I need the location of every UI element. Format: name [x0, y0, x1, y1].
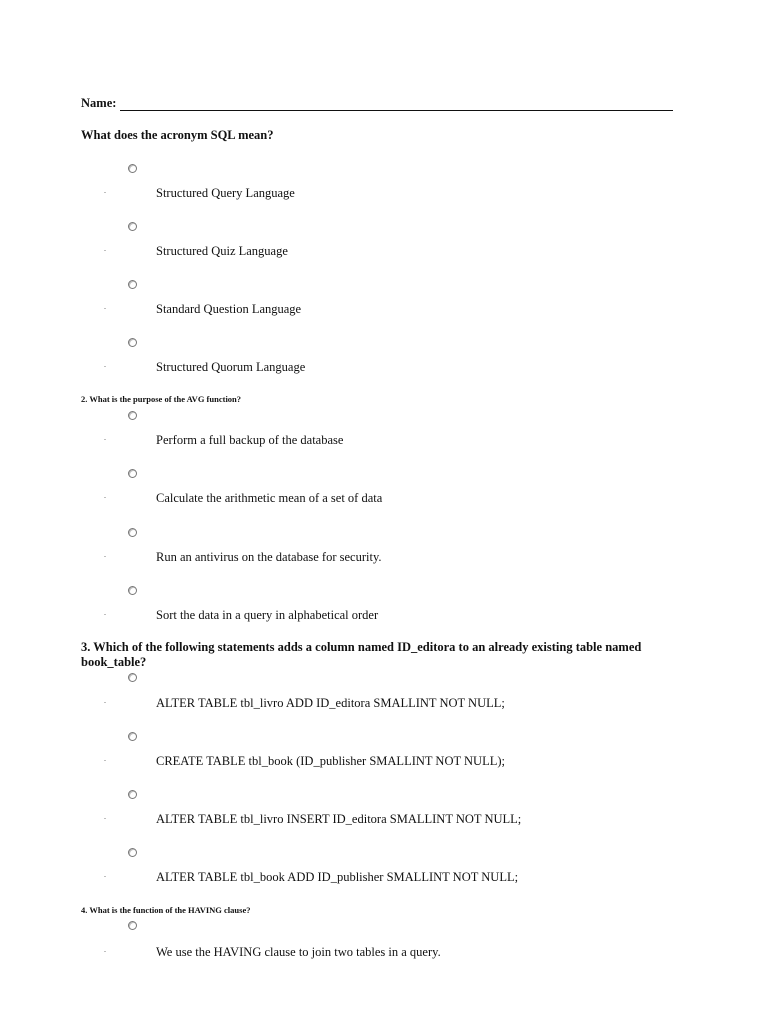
q1-option-2-label: Structured Quiz Language	[156, 244, 288, 258]
radio-q2-option-4[interactable]	[128, 586, 137, 595]
radio-q2-option-1[interactable]	[128, 411, 137, 420]
radio-q1-option-2[interactable]	[128, 222, 137, 231]
q3-option-4-label: ALTER TABLE tbl_book ADD ID_publisher SMALLINT NOT NULL;	[156, 870, 519, 884]
radio-q2-option-2[interactable]	[128, 469, 137, 478]
q2-option-2-label: Calculate the arithmetic mean of a set of data	[156, 491, 383, 505]
question-3-text-line-1: 3. Which of the following statements adds a column named ID_editora to an already existing table named	[81, 640, 642, 654]
q3-option-1-label: ALTER TABLE tbl_livro ADD ID_editora SMALLINT NOT NULL;	[156, 696, 505, 710]
bullet: .	[104, 186, 106, 195]
bullet: .	[104, 608, 106, 617]
q1-option-3-label: Standard Question Language	[156, 302, 302, 316]
radio-q1-option-3[interactable]	[128, 280, 137, 289]
q1-option-1-label: Structured Query Language	[156, 186, 295, 200]
question-4-text: 4. What is the function of the HAVING clause?	[81, 905, 251, 915]
question-2-text: 2. What is the purpose of the AVG function?	[81, 394, 242, 404]
bullet: .	[104, 870, 106, 879]
radio-q1-option-4[interactable]	[128, 338, 137, 347]
bullet: .	[104, 244, 106, 253]
bullet: .	[104, 302, 106, 311]
radio-q2-option-3[interactable]	[128, 528, 137, 537]
bullet: .	[104, 433, 106, 442]
name-field-row	[81, 95, 673, 111]
bullet: .	[104, 696, 106, 705]
radio-q3-option-3[interactable]	[128, 790, 137, 799]
radio-q1-option-1[interactable]	[128, 164, 137, 173]
name-label: Name:	[81, 96, 117, 110]
q2-option-3-label: Run an antivirus on the database for security.	[156, 550, 382, 564]
name-blank-line[interactable]	[120, 98, 673, 111]
bullet: .	[104, 360, 106, 369]
bullet: .	[104, 491, 106, 500]
radio-q4-option-1[interactable]	[128, 921, 137, 930]
bullet: .	[104, 945, 106, 954]
radio-q3-option-2[interactable]	[128, 732, 137, 741]
bullet: .	[104, 812, 106, 821]
radio-q3-option-1[interactable]	[128, 673, 137, 682]
question-1-text: What does the acronym SQL mean?	[81, 128, 274, 142]
q3-option-3-label: ALTER TABLE tbl_livro INSERT ID_editora SMALLINT NOT NULL;	[156, 812, 522, 826]
q3-option-2-label: CREATE TABLE tbl_book (ID_publisher SMALLINT NOT NULL);	[156, 754, 505, 768]
q2-option-1-label: Perform a full backup of the database	[156, 433, 344, 447]
q1-option-4-label: Structured Quorum Language	[156, 360, 306, 374]
radio-q3-option-4[interactable]	[128, 848, 137, 857]
q4-option-1-label: We use the HAVING clause to join two tables in a query.	[156, 945, 441, 959]
bullet: .	[104, 754, 106, 763]
q2-option-4-label: Sort the data in a query in alphabetical order	[156, 608, 379, 622]
bullet: .	[104, 550, 106, 559]
question-3-text-line-2: book_table?	[81, 655, 147, 669]
